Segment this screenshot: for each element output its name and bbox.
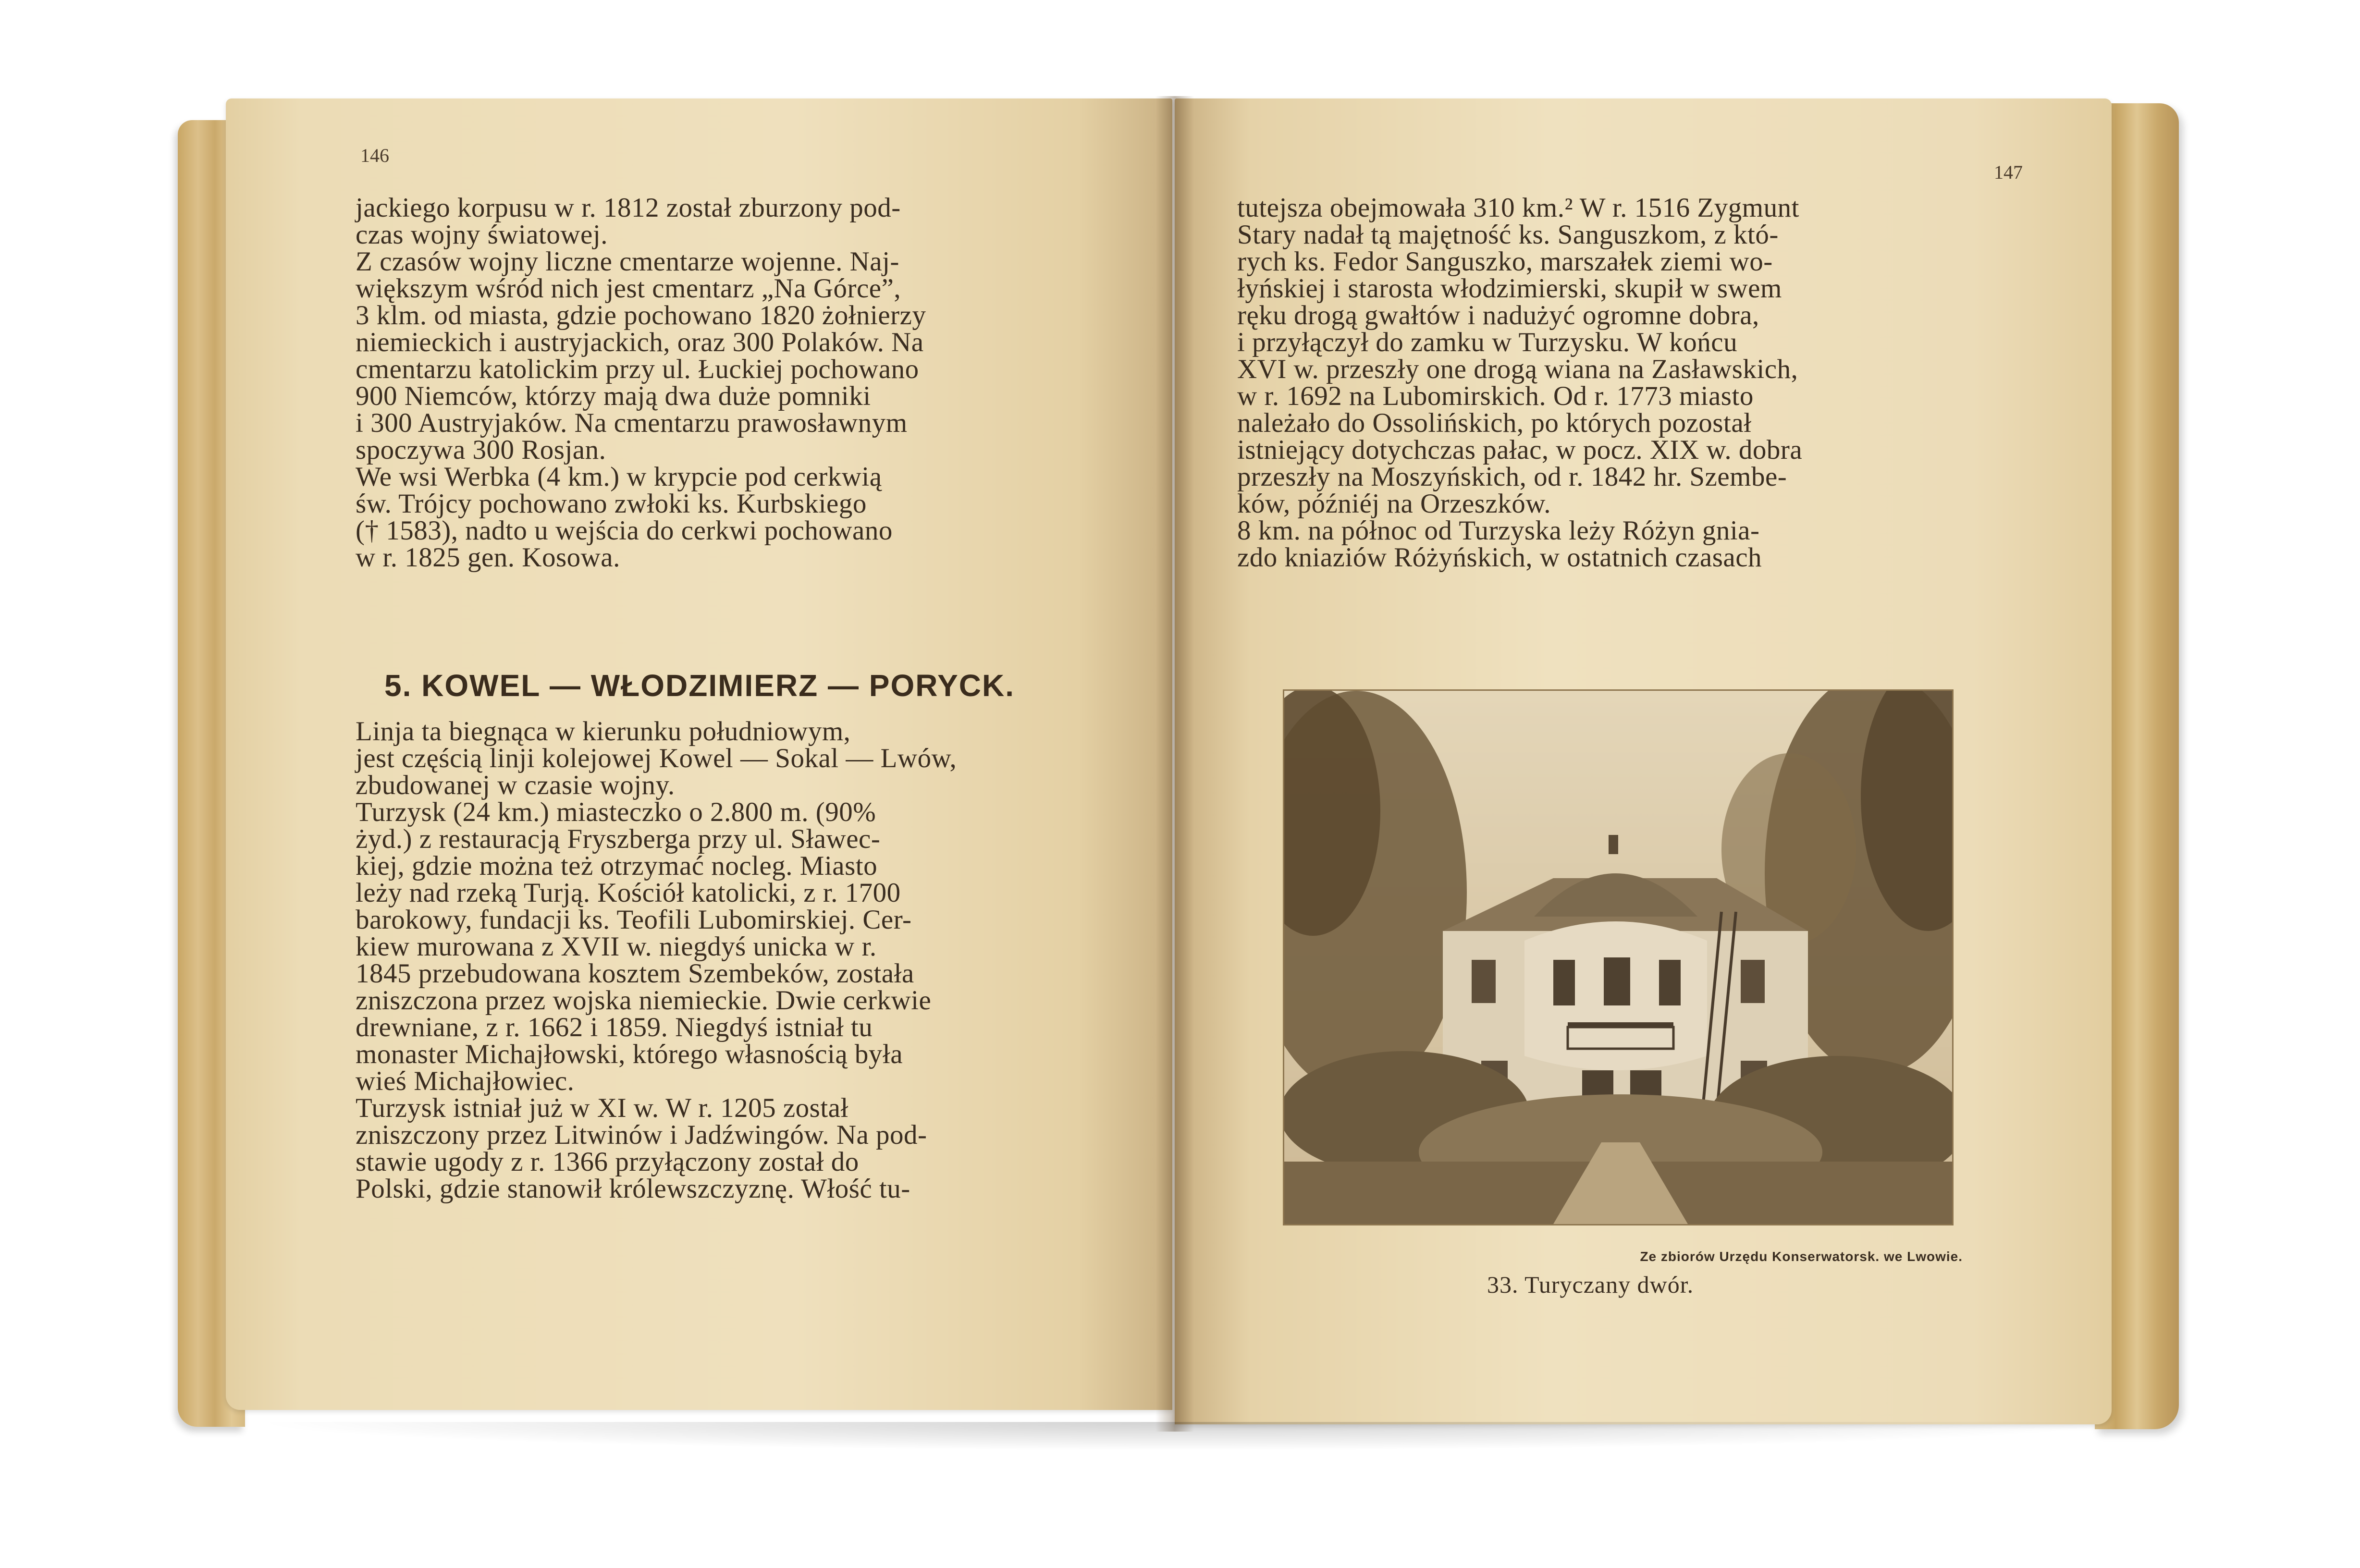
text-line: Linja ta biegnąca w kierunku południowym, — [356, 716, 851, 747]
text-line: kiew murowana z XVII w. niegdyś unicka w r. — [356, 931, 877, 962]
left-page — [226, 98, 1172, 1410]
chapter-heading: 5. KOWEL — WŁODZIMIERZ — PORYCK. — [384, 668, 1015, 703]
text-line: monaster Michajłowski, którego własnością była — [356, 1039, 903, 1069]
text-line: zbudowanej w czasie wojny. — [356, 770, 675, 800]
text-line: wieś Michajłowiec. — [356, 1066, 575, 1096]
text-line: 1845 przebudowana kosztem Szembeków, została — [356, 958, 914, 989]
text-line: 3 klm. od miasta, gdzie pochowano 1820 żołnierzy — [356, 300, 926, 331]
text-line: w r. 1825 gen. Kosowa. — [356, 542, 620, 573]
text-line: We wsi Werbka (4 km.) w krypcie pod cerkwią — [356, 462, 882, 492]
text-line: cmentarzu katolickim przy ul. Łuckiej pochowano — [356, 354, 919, 384]
text-line: XVI w. przeszły one drogą wiana na Zasławskich, — [1237, 354, 1798, 384]
text-line: Z czasów wojny liczne cmentarze wojenne. Naj- — [356, 246, 899, 277]
text-line: niemieckich i austryjackich, oraz 300 Polaków. Na — [356, 327, 924, 357]
text-line: leży nad rzeką Turją. Kościół katolicki, z r. 1700 — [356, 878, 901, 908]
right-page — [1175, 98, 2112, 1424]
text-line: kiej, gdzie można też otrzymać nocleg. Miasto — [356, 851, 878, 881]
text-line: i przyłączył do zamku w Turzysku. W końcu — [1237, 327, 1738, 357]
text-line: jest częścią linji kolejowej Kowel — Sokal — Lwów, — [356, 743, 957, 773]
left-text-block-2 — [356, 718, 1105, 1202]
right-text-block — [1237, 195, 2011, 571]
page-number-left: 146 — [360, 145, 389, 166]
text-line: spoczywa 300 Rosjan. — [356, 435, 606, 465]
text-line: łyńskiej i starosta włodzimierski, skupił w swem — [1237, 273, 1782, 304]
text-line: jackiego korpusu w r. 1812 został zburzony pod- — [356, 193, 901, 223]
text-line: większym wśród nich jest cmentarz „Na Górce”, — [356, 273, 901, 304]
text-line: zniszczona przez wojska niemieckie. Dwie cerkwie — [356, 985, 932, 1016]
text-line: zniszczony przez Litwinów i Jadźwingów. Na pod- — [356, 1120, 927, 1150]
page-number-right: 147 — [1994, 161, 2023, 183]
text-line: należało do Ossolińskich, po których pozostał — [1237, 408, 1752, 438]
book-shadow — [250, 1422, 2124, 1451]
text-line: istniejący dotychczas pałac, w pocz. XIX w. dobra — [1237, 435, 1803, 465]
text-line: przeszły na Moszyńskich, od r. 1842 hr. Szembe- — [1237, 462, 1787, 492]
text-line: św. Trójcy pochowano zwłoki ks. Kurbskiego — [356, 489, 867, 519]
text-line: czas wojny światowej. — [356, 220, 608, 250]
text-line: tutejsza obejmowała 310 km.² W r. 1516 Zygmunt — [1237, 193, 1799, 223]
text-line: ków, późniéj na Orzeszków. — [1237, 489, 1551, 519]
text-line: Turzysk (24 km.) miasteczko o 2.800 m. (90% — [356, 797, 876, 827]
text-line: Turzysk istniał już w XI w. W r. 1205 został — [356, 1093, 848, 1123]
text-line: Stary nadał tą majętność ks. Sanguszkom, z któ- — [1237, 220, 1779, 250]
manor-house-photo — [1283, 689, 1954, 1225]
text-line: żyd.) z restauracją Fryszberga przy ul. Sławec- — [356, 824, 881, 854]
text-line: rych ks. Fedor Sanguszko, marszałek ziemi wo- — [1237, 246, 1773, 277]
text-line: 8 km. na północ od Turzyska leży Różyn gnia- — [1237, 515, 1760, 546]
text-line: w r. 1692 na Lubomirskich. Od r. 1773 miasto — [1237, 381, 1754, 411]
text-line: zdo kniaziów Różyńskich, w ostatnich czasach — [1237, 542, 1762, 573]
photo-caption: 33. Turyczany dwór. — [1487, 1271, 1694, 1298]
photo-credit: Ze zbiorów Urzędu Konserwatorsk. we Lwowie. — [1640, 1249, 1963, 1264]
book-gutter — [1155, 96, 1194, 1432]
text-line: drewniane, z r. 1662 i 1859. Niegdyś istniał tu — [356, 1012, 873, 1042]
left-text-block-1 — [356, 195, 1105, 571]
text-line: († 1583), nadto u wejścia do cerkwi pochowano — [356, 515, 893, 546]
text-line: ręku drogą gwałtów i nadużyć ogromne dobra, — [1237, 300, 1759, 331]
text-line: barokowy, fundacji ks. Teofili Lubomirskiej. Cer- — [356, 905, 912, 935]
text-line: i 300 Austryjaków. Na cmentarzu prawosławnym — [356, 408, 908, 438]
text-line: stawie ugody z r. 1366 przyłączony został do — [356, 1147, 859, 1177]
text-line: Polski, gdzie stanowił królewszczyznę. Włość tu- — [356, 1174, 910, 1204]
text-line: 900 Niemców, którzy mają dwa duże pomniki — [356, 381, 871, 411]
